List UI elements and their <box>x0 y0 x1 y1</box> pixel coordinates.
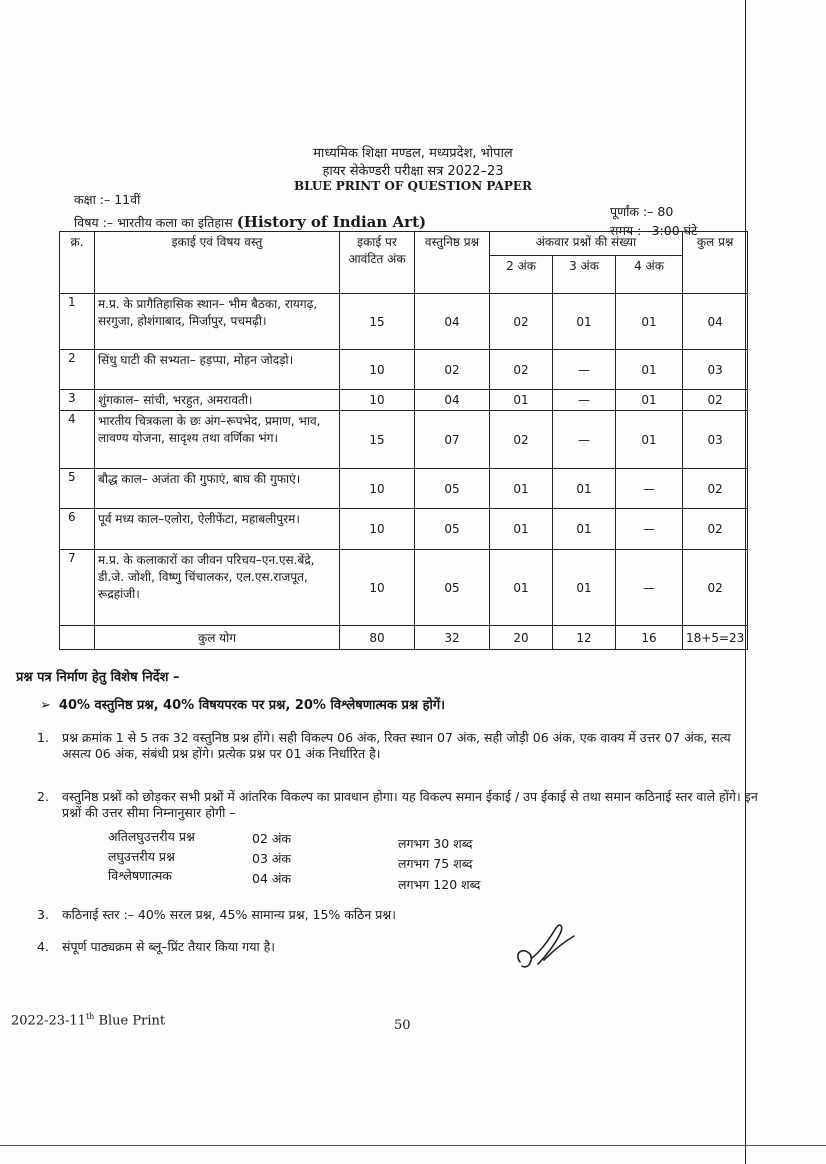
cell-objective: 05 <box>415 469 490 509</box>
cell-objective: 04 <box>415 294 490 350</box>
footer-sup: th <box>85 1012 95 1021</box>
table-row <box>60 469 748 509</box>
table-row <box>60 550 748 626</box>
cell-unit: म.प्र. के कलाकारों का जीवन परिचय–एन.एस.बेंद्रे, डी.जे. जोशी, विष्णु चिंचालकर, एल.एस.राजपूत, रूद्रहांजी। <box>95 550 340 626</box>
col-markwise: अंकवार प्रश्नों की संख्या <box>490 232 683 256</box>
exam-session: हायर सेकेण्डरी परीक्षा सत्र 2022–23 <box>322 164 504 179</box>
table-total-row <box>60 626 748 650</box>
footer-year: 2022-23-11 <box>11 1013 86 1029</box>
col-marks: इकाई पर आवंटित अंक <box>340 232 415 294</box>
cell-three: 01 <box>553 294 616 350</box>
col-two-marks: 2 अंक <box>490 256 553 294</box>
footer-label <box>11 1012 165 1028</box>
cell-objective: 07 <box>415 411 490 469</box>
cell-three: — <box>553 411 616 469</box>
cell-three: 01 <box>553 469 616 509</box>
col-sno: क्र. <box>60 232 95 294</box>
cell-four: — <box>616 509 683 550</box>
page-bottom-line <box>0 1145 826 1146</box>
instruction-text: वस्तुनिष्ठ प्रश्नों को छोड़कर सभी प्रश्नों में आंतरिक विकल्प का प्रावधान होगा। यह विकल्प समान ईकाई / उप ईकाई से तथा समान कठिनाई स्तर वाले होंगे। इन प्रश्नों की उत्तर सीमा निम्नानुसार होगी – <box>62 789 758 820</box>
table-header-row <box>60 232 748 256</box>
document-title: BLUE PRINT OF QUESTION PAPER <box>293 179 533 193</box>
limit-words: लगभग 30 शब्द <box>398 836 473 851</box>
cell-marks: 10 <box>340 509 415 550</box>
limit-type: अतिलघुउत्तरीय प्रश्न <box>108 829 195 844</box>
cell-objective: 02 <box>415 350 490 390</box>
cell-marks: 10 <box>340 550 415 626</box>
cell-unit: म.प्र. के प्रागैतिहासिक स्थान– भीम बैठका, रायगढ़, सरगुजा, होशंगाबाद, मिर्जापुर, पचमढ़ी। <box>95 294 340 350</box>
bullet-text: 40% वस्तुनिष्ठ प्रश्न, 40% विषयपरक पर प्रश्न, 20% विश्लेषणात्मक प्रश्न होगें। <box>58 698 446 713</box>
cell-total: 02 <box>683 550 748 626</box>
table-row <box>60 390 748 411</box>
cell-three: — <box>553 350 616 390</box>
cell-sno: 1 <box>60 294 95 350</box>
col-objective: वस्तुनिष्ठ प्रश्न <box>415 232 490 294</box>
cell-two: 01 <box>490 550 553 626</box>
limit-words: लगभग 75 शब्द <box>398 856 473 871</box>
cell-three: 01 <box>553 509 616 550</box>
subject-english: (History of Indian Art) <box>236 213 427 231</box>
limit-type: विश्लेषणात्मक <box>108 868 172 883</box>
instruction-text: कठिनाई स्तर :– 40% सरल प्रश्न, 45% सामान्य प्रश्न, 15% कठिन प्रश्न। <box>62 907 396 922</box>
cell-four: 01 <box>616 294 683 350</box>
cell-two: 02 <box>490 294 553 350</box>
cell-marks: 10 <box>340 469 415 509</box>
cell-marks: 10 <box>340 350 415 390</box>
cell-total: 02 <box>683 509 748 550</box>
cell-three: — <box>553 390 616 411</box>
cell-marks: 10 <box>340 390 415 411</box>
cell-empty <box>60 626 95 650</box>
cell-two: 02 <box>490 411 553 469</box>
limit-type: लघुउत्तरीय प्रश्न <box>108 849 175 864</box>
cell-sno: 7 <box>60 550 95 626</box>
col-four-marks: 4 अंक <box>616 256 683 294</box>
col-three-marks: 3 अंक <box>553 256 616 294</box>
class-label: कक्षा :– 11वीं <box>74 192 141 207</box>
cell-sno: 5 <box>60 469 95 509</box>
cell-objective: 05 <box>415 509 490 550</box>
subject-line <box>74 213 426 231</box>
limit-marks: 02 अंक <box>252 831 292 846</box>
cell-marks: 15 <box>340 411 415 469</box>
signature <box>508 920 588 980</box>
cell-total: 03 <box>683 411 748 469</box>
board-name: माध्यमिक शिक्षा मण्डल, मध्यप्रदेश, भोपाल <box>313 146 513 161</box>
cell-sno: 4 <box>60 411 95 469</box>
cell-unit: सिंधु घाटी की सभ्यता– हड़प्पा, मोहन जोदड़ो। <box>95 350 340 390</box>
instruction-number: 1. <box>37 730 49 745</box>
cell-total-label: कुल योग <box>95 626 340 650</box>
cell-four: 01 <box>616 390 683 411</box>
instruction-number: 3. <box>37 907 49 922</box>
cell-four: 01 <box>616 411 683 469</box>
instruction-number: 4. <box>37 939 49 954</box>
table-row <box>60 350 748 390</box>
col-unit: इकाई एवं विषय वस्तु <box>95 232 340 294</box>
cell-unit: भारतीय चित्रकला के छः अंग–रूपभेद, प्रमाण, भाव, लावण्य योजना, सादृश्य तथा वर्णिका भंग। <box>95 411 340 469</box>
cell-four: — <box>616 469 683 509</box>
subject-label: विषय :– भारतीय कला का इतिहास <box>74 215 233 230</box>
cell-four: 01 <box>616 350 683 390</box>
limit-marks: 03 अंक <box>252 851 292 866</box>
cell-unit: पूर्व मध्य काल–एलोरा, ऐलीफेंटा, महाबलीपुरम। <box>95 509 340 550</box>
cell-objective: 05 <box>415 550 490 626</box>
cell-unit: बौद्ध काल– अजंता की गुफाएं, बाघ की गुफाएं। <box>95 469 340 509</box>
cell-two: 20 <box>490 626 553 650</box>
cell-unit: शुंगकाल– सांची, भरहुत, अमरावती। <box>95 390 340 411</box>
arrow-bullet-icon: ➢ <box>40 698 51 713</box>
cell-objective: 04 <box>415 390 490 411</box>
cell-total: 04 <box>683 294 748 350</box>
table-row <box>60 509 748 550</box>
limit-words: लगभग 120 शब्द <box>398 877 481 892</box>
instruction-bullet <box>40 695 740 713</box>
cell-two: 01 <box>490 469 553 509</box>
instruction-number: 2. <box>37 789 49 804</box>
full-marks: पूर्णांक :– 80 <box>610 204 674 219</box>
cell-four: 16 <box>616 626 683 650</box>
cell-total: 02 <box>683 469 748 509</box>
cell-two: 01 <box>490 509 553 550</box>
cell-sno: 6 <box>60 509 95 550</box>
blueprint-table <box>59 231 748 650</box>
instruction-text: संपूर्ण पाठ्यक्रम से ब्लू–प्रिंट तैयार किया गया है। <box>62 939 276 954</box>
instruction-text: प्रश्न क्रमांक 1 से 5 तक 32 वस्तुनिष्ठ प्रश्न होंगे। सही विकल्प 06 अंक, रिक्त स्थान 07 अंक, सही जोड़ी 06 अंक, एक वाक्य में उत्तर 07 अंक, सत्य असत्य 06 अंक, संबंधी प्रश्न होंगे। प्रत्येक प्रश्न पर 01 अंक निर्धारित है। <box>62 730 731 761</box>
table-row <box>60 411 748 469</box>
time-label: समय :– 3:00 घंटे <box>610 223 698 238</box>
limit-marks: 04 अंक <box>252 871 292 886</box>
cell-three: 12 <box>553 626 616 650</box>
cell-three: 01 <box>553 550 616 626</box>
footer-text: Blue Print <box>94 1013 166 1029</box>
cell-sno: 3 <box>60 390 95 411</box>
cell-total: 03 <box>683 350 748 390</box>
cell-total: 18+5=23 <box>683 626 748 650</box>
cell-total: 02 <box>683 390 748 411</box>
cell-two: 02 <box>490 350 553 390</box>
table-row <box>60 294 748 350</box>
cell-two: 01 <box>490 390 553 411</box>
page-number: 50 <box>394 1018 411 1033</box>
cell-marks: 80 <box>340 626 415 650</box>
instructions-heading: प्रश्न पत्र निर्माण हेतु विशेष निर्देश – <box>16 670 180 685</box>
col-total: कुल प्रश्न <box>683 232 748 294</box>
cell-four: — <box>616 550 683 626</box>
cell-marks: 15 <box>340 294 415 350</box>
cell-sno: 2 <box>60 350 95 390</box>
cell-objective: 32 <box>415 626 490 650</box>
